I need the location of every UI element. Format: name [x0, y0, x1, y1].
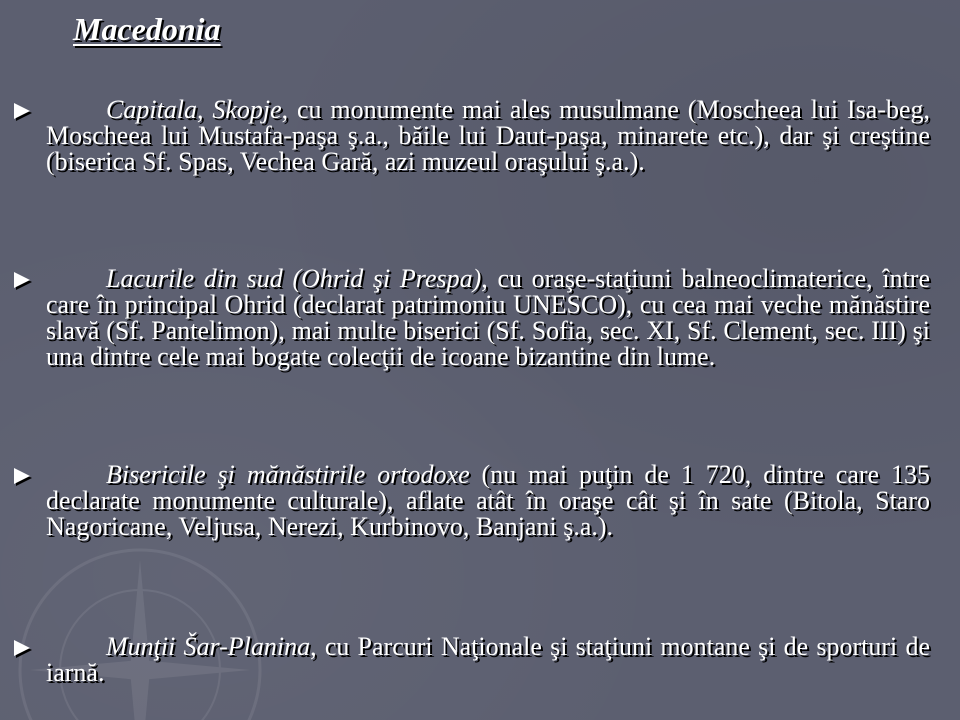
slide-title: Macedonia: [73, 11, 221, 47]
bullet-text: [46, 462, 930, 540]
bullet-text: [46, 634, 930, 686]
bullet-item-churches: [10, 462, 930, 540]
bullet-item-mountains: [10, 634, 930, 686]
bullet-emphasis: Lacurile din sud (Ohrid şi Prespa): [106, 264, 482, 293]
bullet-body: , cu Parcuri Naţionale şi staţiuni montane şi de sporturi de iarnă.: [46, 632, 930, 687]
bullet-body: , cu monumente mai ales musulmane (Moscheea lui Isa-beg, Moscheea lui Mustafa-paşa ş.a., băile lui Daut-paşa, minarete etc.), dar şi creştine (biserica Sf. Spas, Vechea Gară, azi muzeul oraşului ş.a.).: [46, 95, 930, 176]
bullet-item-lakes: [10, 266, 930, 370]
bullet-text: [46, 97, 930, 175]
bullet-text: [46, 266, 930, 370]
triangle-right-bullet-icon: [10, 466, 32, 486]
triangle-right-bullet-icon: [10, 101, 32, 121]
bullet-item-skopje: [10, 97, 930, 175]
triangle-right-bullet-icon: [10, 270, 32, 290]
bullet-emphasis: Munţii Šar-Planina: [106, 632, 311, 661]
bullet-body: (nu mai puţin de 1 720, dintre care 135 declarate monumente culturale), aflate atât în oraşe cât şi în sate (Bitola, Staro Nagoricane, Veljusa, Nerezi, Kurbinovo, Banjani ş.a.).: [46, 460, 931, 541]
bullet-emphasis: Capitala, Skopje: [106, 95, 282, 124]
bullet-body: , cu oraşe-staţiuni balneoclimaterice, între care în principal Ohrid (declarat patrimoniu UNESCO), cu cea mai veche mănăstire slavă (Sf. Pantelimon), mai multe biserici (Sf. Sofia, sec. XI, Sf. Clement, sec. III) şi una dintre cele mai bogate colecţii de icoane bizantine din lume.: [46, 264, 930, 371]
triangle-right-bullet-icon: [10, 638, 32, 658]
compass-watermark: [10, 520, 270, 720]
bullet-emphasis: Bisericile şi mănăstirile ortodoxe: [106, 460, 470, 489]
